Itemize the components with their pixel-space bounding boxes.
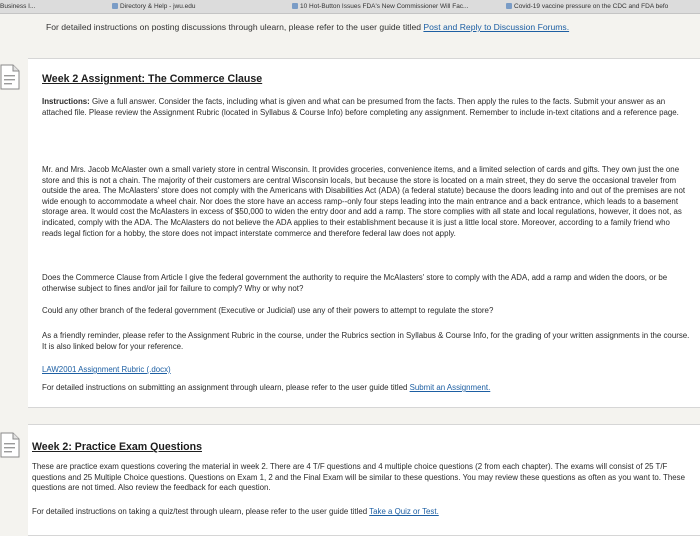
rubric-reminder: As a friendly reminder, please refer to the Assignment Rubric in the course, under the Rubrics section in Syllabus & Course Info, for the grading of your written assignments in the course. It is also linked below for your reference.	[42, 331, 690, 351]
assignment-scenario: Mr. and Mrs. Jacob McAlaster own a small variety store in central Wisconsin. It provides groceries, convenience items, and a limited selection of cards and gifts. They own just the one store and this is not a chain. The majority of their customers are central Wisconsin locals, but because the store is located on a main street, they do serve the occasional traveler from outside the area. The McAlasters' store does not comply with the Americans with Disabilities Act (ADA) (a federal statute) because the doors leading into and out of the premises are not wide enough to accommodate a wheel chair. Nor does the store have an access ramp--only four steps leading into the main entrance and a back entrance, which leads to a basement storage area. It would cost the McAlasters in excess of $50,000 to widen the entry door and add a ramp. The store complies with all state and local regulations, however, it does not, as indicated, comply with the ADA. The McAlasters do not believe the ADA applies to their establishment because it is just a little local store. Moreover, according to a family friend who reads legal fiction for a hobby, the store does not impact interstate commerce and therefore federal law does not apply.	[42, 165, 686, 238]
practice-exam-description: These are practice exam questions covering the material in week 2. There are 4 T/F questions and 4 multiple choice questions (2 from each chapter). The exams will consist of 25 T/F questions and 25 Multiple Choice questions. Questions on Exam 1, 2 and the Final Exam will be similar to these questions. You may review these questions as often as you want to. These questions are not timed. Also review the feedback for each question.	[32, 462, 685, 493]
quiz-instructions-note: For detailed instructions on taking a quiz/test through ulearn, please refer to the user guide titled Take a Quiz or Test.	[32, 507, 439, 516]
discussion-forums-guide-link[interactable]: Post and Reply to Discussion Forums.	[423, 22, 570, 32]
take-quiz-guide-link[interactable]: Take a Quiz or Test.	[369, 507, 439, 516]
assignment-instructions: Instructions: Give a full answer. Consider the facts, including what is given and what can be presumed from the facts. Then apply the rules to the facts. Submit your answer as an attached file. Please review the Assignment Rubric (located in Syllabus & Course Info) before completing any assignment. Remember to include in-text citations and a reference page.	[42, 97, 679, 117]
submit-instructions-note: For detailed instructions on submitting an assignment through ulearn, please refer to the user guide titled Submit an Assignment.	[42, 383, 491, 392]
bookmark-favicon	[506, 3, 512, 9]
discussion-instructions-note: For detailed instructions on posting discussions through ulearn, please refer to the user guide titled Post and Reply to Discussion Forums.	[46, 22, 570, 32]
bookmark-directory-help[interactable]: Directory & Help - jwu.edu	[112, 0, 196, 13]
bookmark-business[interactable]: Business I...	[0, 3, 36, 10]
bookmark-fda-article[interactable]: 10 Hot-Button Issues FDA's New Commissioner Will Fac...	[292, 0, 468, 13]
assignment-document-icon	[0, 64, 20, 90]
assignment-rubric-link[interactable]: LAW2001 Assignment Rubric (.docx)	[42, 365, 171, 374]
assignment-item	[28, 58, 700, 408]
assignment-question-commerce-clause: Does the Commerce Clause from Article I give the federal government the authority to require the McAlasters' store to comply with the ADA, add a ramp and widen the doors, or be otherwise subject to fines and/or jail for failure to comply? Why or why not?	[42, 273, 668, 293]
bookmarks-bar	[0, 0, 700, 14]
exam-document-icon	[0, 432, 20, 458]
practice-exam-item	[28, 424, 700, 536]
assignment-question-other-branch: Could any other branch of the federal government (Executive or Judicial) use any of their powers to attempt to regulate the store?	[42, 306, 494, 315]
bookmark-favicon	[292, 3, 298, 9]
rubric-link-row	[42, 365, 690, 376]
practice-exam-title[interactable]: Week 2: Practice Exam Questions	[32, 441, 202, 453]
submit-assignment-guide-link[interactable]: Submit an Assignment.	[409, 383, 491, 392]
bookmark-favicon	[112, 3, 118, 9]
assignment-title[interactable]: Week 2 Assignment: The Commerce Clause	[42, 73, 263, 85]
bookmark-covid-article[interactable]: Covid-19 vaccine pressure on the CDC and FDA befo	[506, 0, 668, 13]
